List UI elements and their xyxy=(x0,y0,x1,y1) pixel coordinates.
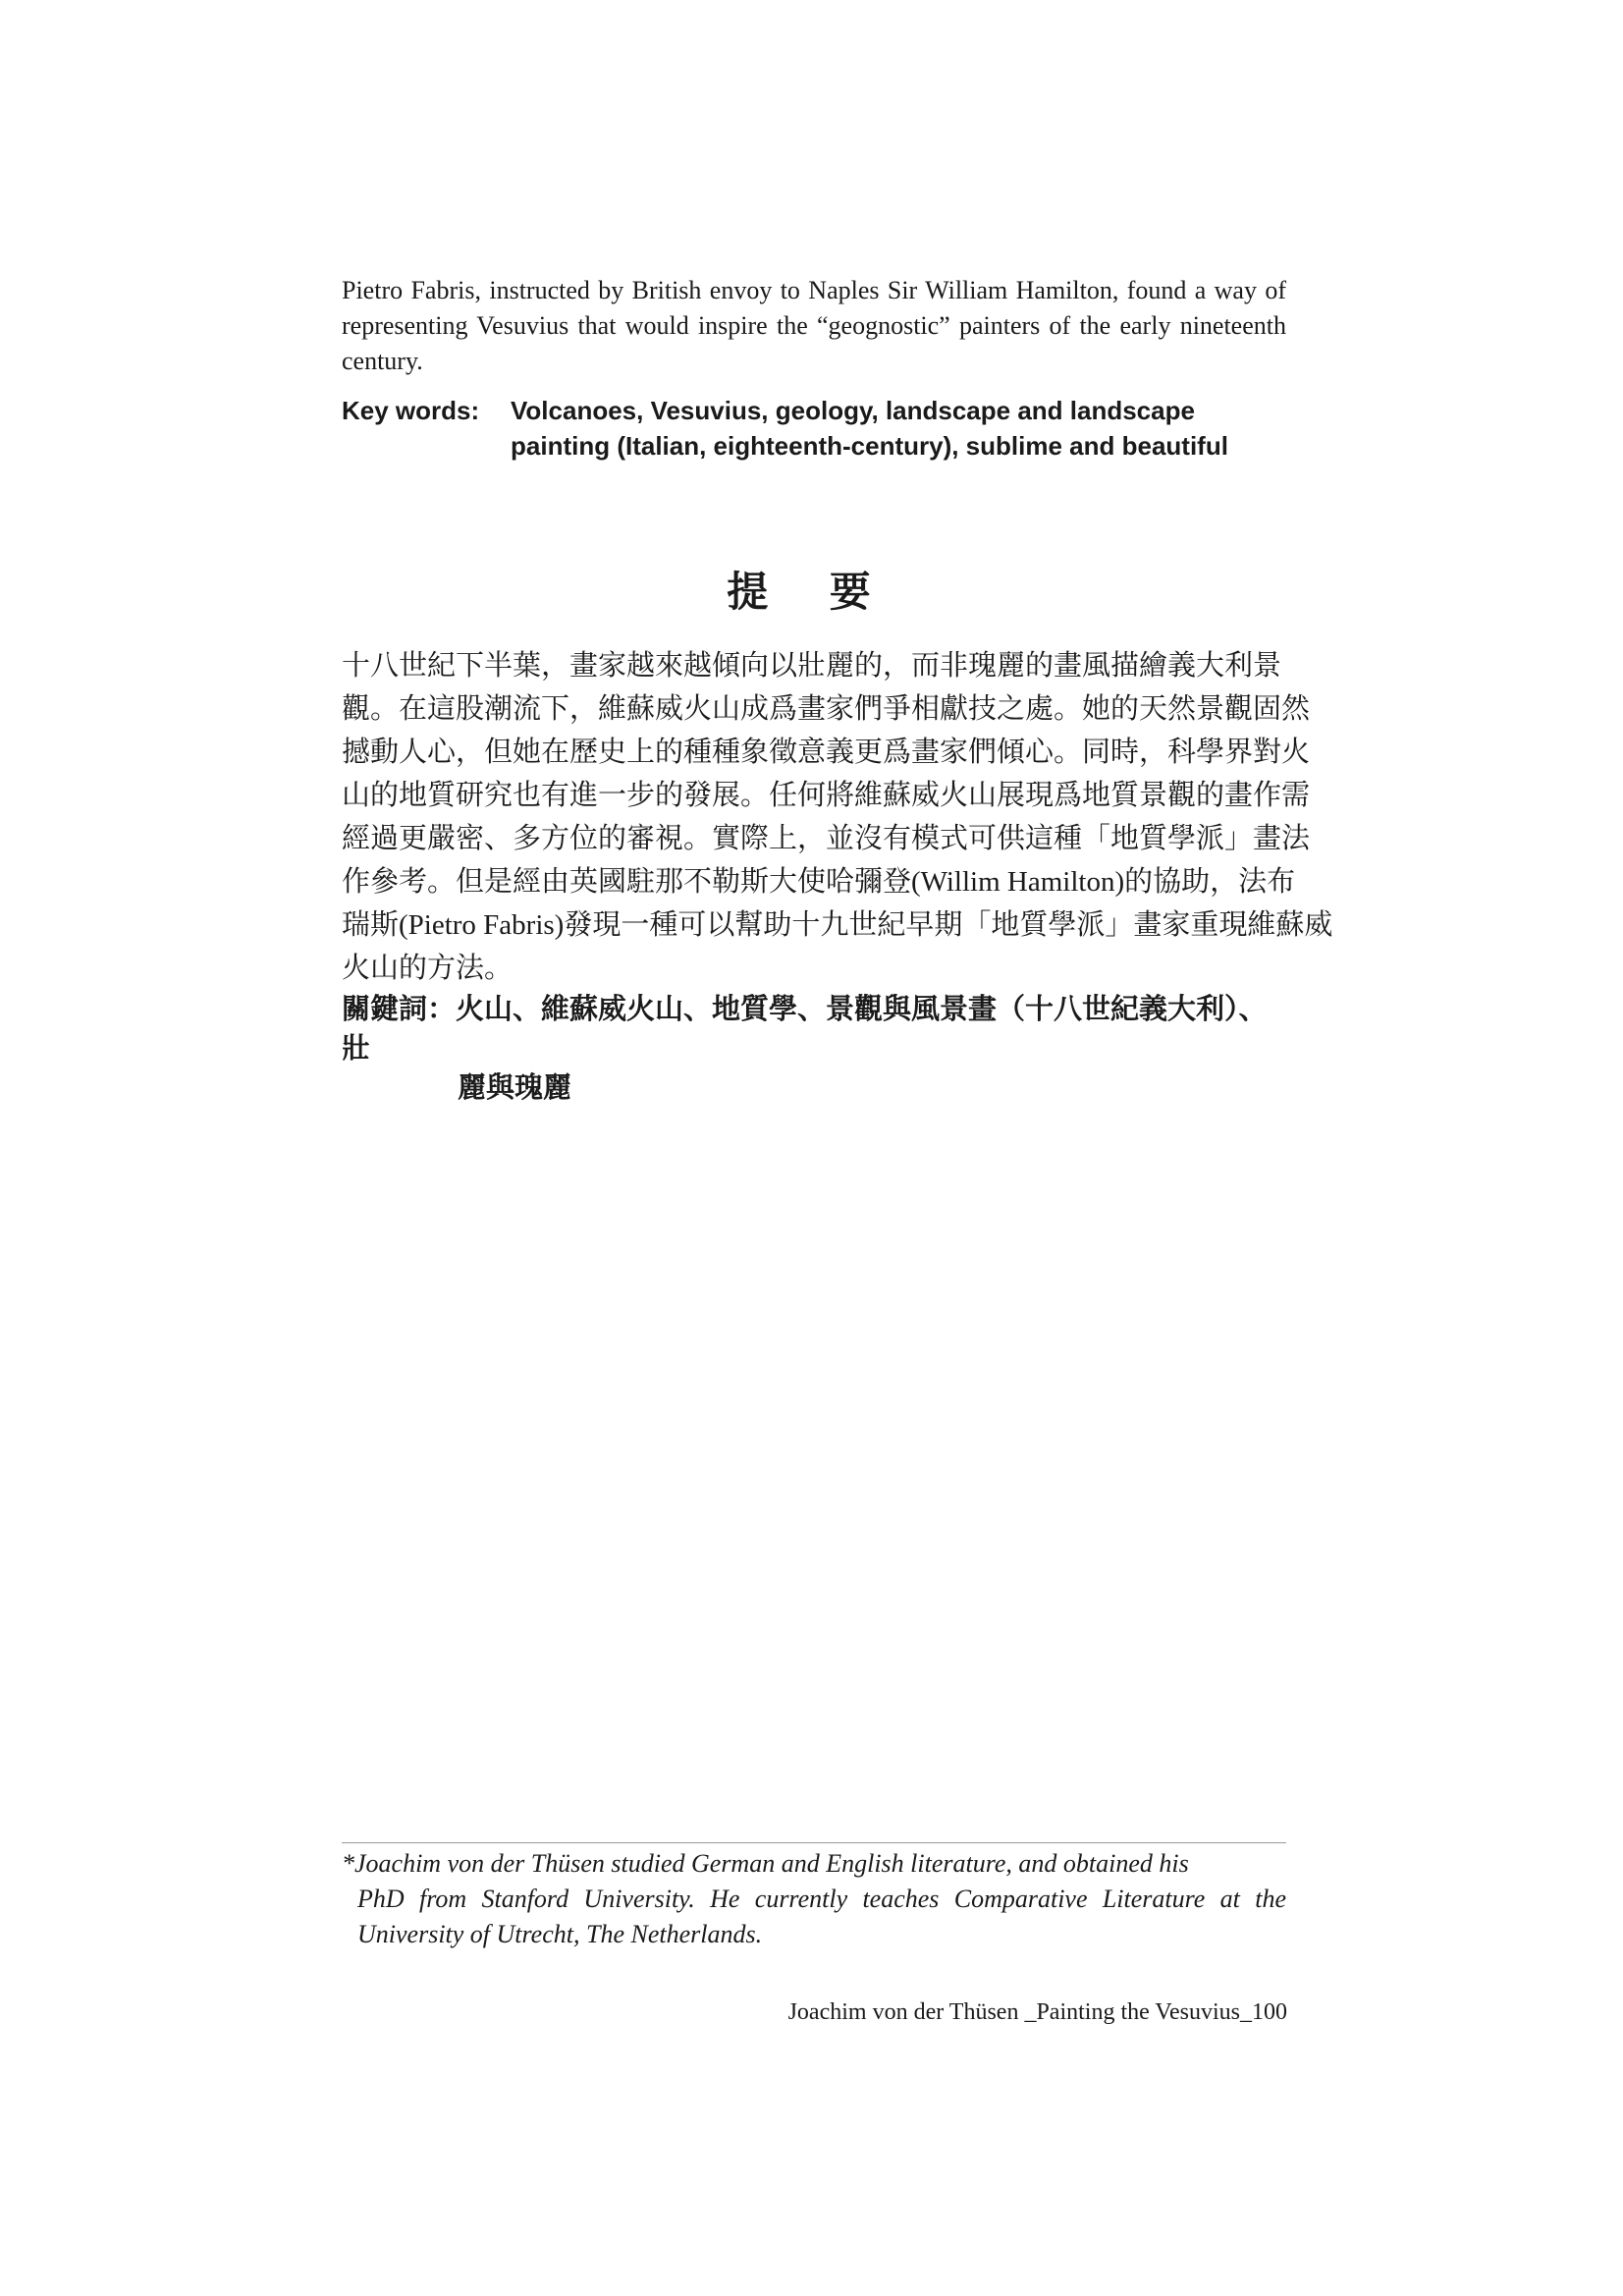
english-abstract-paragraph: Pietro Fabris, instructed by British envoy to Naples Sir William Hamilton, found a way of representing Vesuvius that would inspire the “geognostic” painters of the early nineteenth century. xyxy=(342,276,1286,375)
running-footer: Joachim von der Thüsen _Painting the Vesuvius_100 xyxy=(787,1999,1287,2025)
chinese-keywords-line2: 麗與瑰麗 xyxy=(458,1072,572,1104)
chinese-keywords-label: 關鍵詞： xyxy=(342,994,457,1025)
chinese-abstract-line: 瑞斯(Pietro Fabris)發現一種可以幫助十九世紀早期「地質學派」畫家重現維蘇威 xyxy=(342,909,1333,941)
author-footnote-continuation: PhD from Stanford University. He currently teaches Comparative Literature at the University of Utrecht, The Netherlands. xyxy=(357,1885,1286,1948)
chinese-abstract-line: 作參考。但是經由英國駐那不勒斯大使哈彌登(Willim Hamilton)的協助，法布 xyxy=(342,866,1296,898)
chinese-abstract-line: 觀。在這股潮流下，維蘇威火山成爲畫家們爭相獻技之處。她的天然景觀固然 xyxy=(342,693,1311,725)
chinese-keywords-line1: 火山、維蘇威火山、地質學、景觀與風景畫（十八世紀義大利）、壯 xyxy=(342,994,1268,1065)
author-footnote xyxy=(342,1846,1286,1952)
chinese-keywords xyxy=(342,990,1286,1108)
chinese-abstract-line: 經過更嚴密、多方位的審視。實際上，並沒有模式可供這種「地質學派」畫法 xyxy=(342,823,1311,854)
author-footnote-first-line: *Joachim von der Thüsen studied German and English literature, and obtained his xyxy=(342,1849,1189,1878)
english-keywords xyxy=(342,393,1286,464)
chinese-abstract-line: 火山的方法。 xyxy=(342,953,514,984)
chinese-abstract-title: 提 要 xyxy=(727,571,896,616)
chinese-abstract-line: 山的地質研究也有進一步的發展。任何將維蘇威火山展現爲地質景觀的畫作需 xyxy=(342,780,1311,811)
footnote-divider xyxy=(342,1842,1286,1843)
chinese-abstract-line: 十八世紀下半葉，畫家越來越傾向以壯麗的，而非瑰麗的畫風描繪義大利景 xyxy=(342,650,1282,682)
english-keywords-line2: painting (Italian, eighteenth-century), sublime and beautiful xyxy=(511,431,1228,461)
chinese-abstract-paragraph xyxy=(342,644,1333,990)
chinese-abstract-line: 撼動人心，但她在歷史上的種種象徵意義更爲畫家們傾心。同時，科學界對火 xyxy=(342,737,1311,768)
english-keywords-line1: Volcanoes, Vesuvius, geology, landscape and landscape xyxy=(511,396,1195,425)
english-keywords-label: Key words: xyxy=(342,396,480,425)
